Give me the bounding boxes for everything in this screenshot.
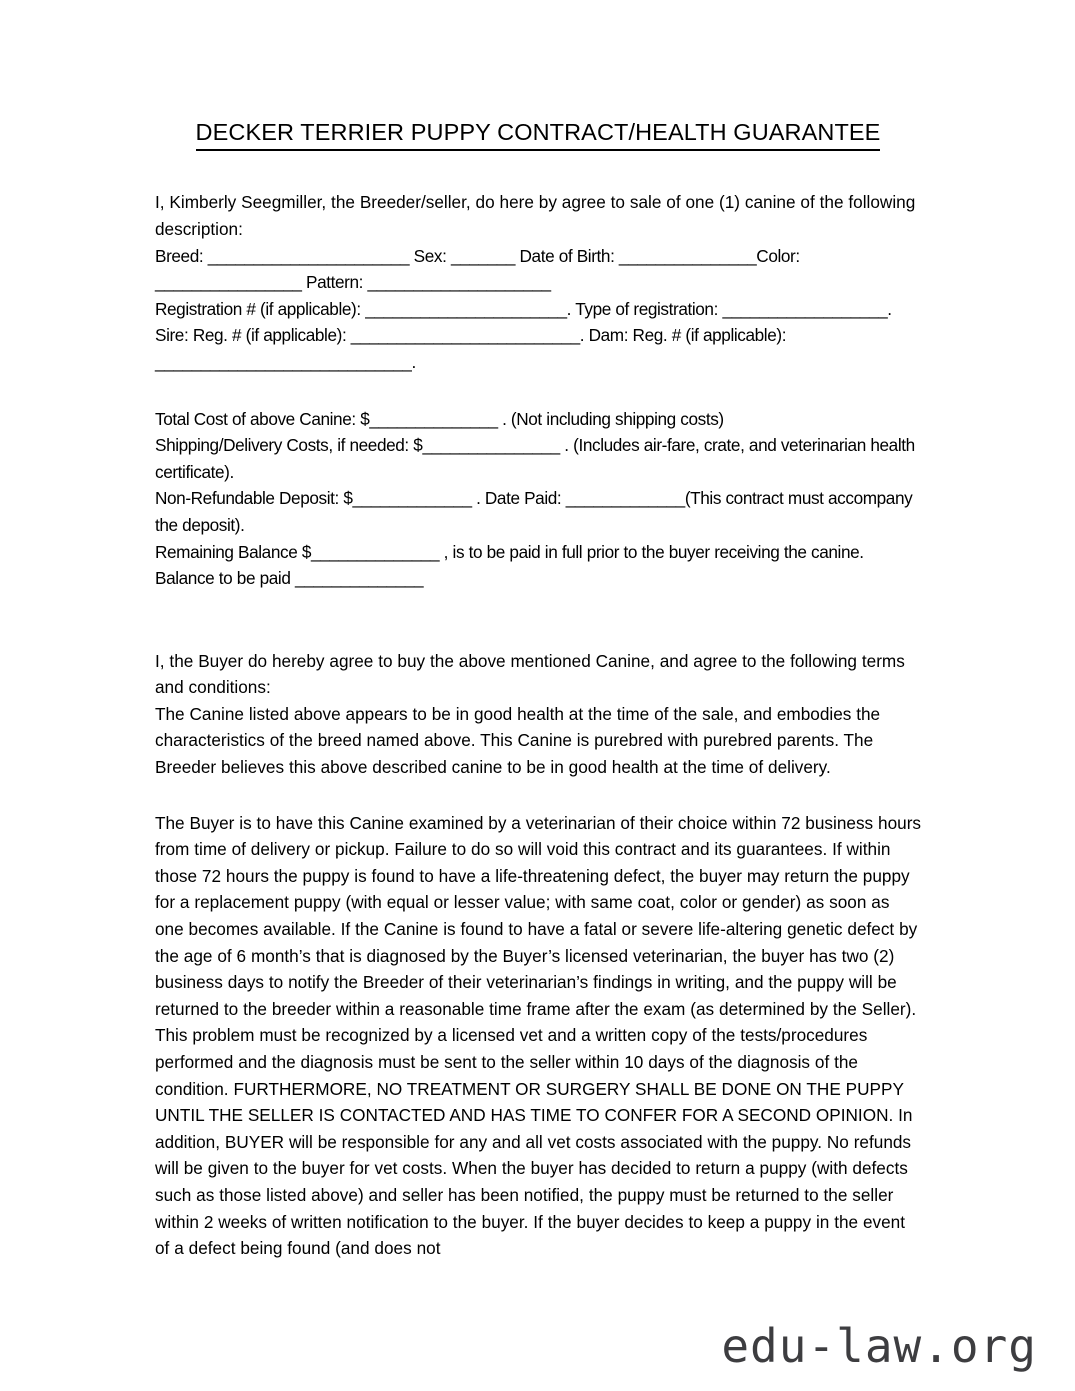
page-title-text: DECKER TERRIER PUPPY CONTRACT/HEALTH GUARANTEE bbox=[196, 118, 881, 151]
spacer-before-examination bbox=[155, 781, 921, 810]
remaining-balance-line: Remaining Balance $______________ , is to be paid in full prior to the buyer receiving the canine. bbox=[155, 541, 864, 562]
document-body bbox=[155, 118, 921, 1262]
shipping-cost-line: Shipping/Delivery Costs, if needed: $_______________ . (Includes air-fare, crate, and veterinarian health certificate). bbox=[155, 435, 915, 482]
intro-paragraph: I, Kimberly Seegmiller, the Breeder/seller, do here by agree to sale of one (1) canine of the following description: bbox=[155, 192, 916, 239]
watermark: edu-law.org bbox=[721, 1319, 1037, 1373]
sire-dam-line: Sire: Reg. # (if applicable): _________________________. Dam: Reg. # (if applicable): ____________________________. bbox=[155, 325, 787, 372]
total-cost-line: Total Cost of above Canine: $______________ . (Not including shipping costs) bbox=[155, 408, 724, 429]
registration-line: Registration # (if applicable): ______________________. Type of registration: __________________. bbox=[155, 298, 892, 319]
breed-line: Breed: ______________________ Sex: _______ Date of Birth: _______________Color: ________________ Pattern: ____________________ bbox=[155, 245, 800, 293]
spacer-before-terms-2 bbox=[155, 620, 921, 648]
spacer-after-title bbox=[155, 151, 921, 189]
balance-to-be-paid-line: Balance to be paid ______________ bbox=[155, 568, 424, 589]
health-statement-paragraph: The Canine listed above appears to be in good health at the time of the sale, and embodies the characteristics of the breed named above. This Canine is purebred with purebred parents. The Breeder believes this above described canine to be in good health at the time of delivery. bbox=[155, 703, 881, 778]
buyer-agreement-paragraph: I, the Buyer do hereby agree to buy the above mentioned Canine, and agree to the following terms and conditions: bbox=[155, 650, 905, 698]
spacer-before-terms bbox=[155, 592, 921, 620]
deposit-line: Non-Refundable Deposit: $_____________ . Date Paid: _____________(This contract must accompany the deposit). bbox=[155, 488, 913, 535]
spacer-before-costs bbox=[155, 376, 921, 406]
examination-clause-paragraph: The Buyer is to have this Canine examined by a veterinarian of their choice within 72 business hours from time of delivery or pickup. Failure to do so will void this contract and its guarantees. If within those 72 hours the puppy is found to have a life-threatening defect, the buyer may return the puppy for a replacement puppy (with equal or lesser value; with same coat, color or gender) as soon as one becomes available. If the Canine is found to have a fatal or severe life-altering genetic defect by the age of 6 month’s that is diagnosed by the Buyer’s licensed veterinarian, the buyer has two (2) business days to notify the Breeder of their veterinarian’s findings in writing, and the puppy will be returned to the breeder within a reasonable time frame after the exam (as determined by the Seller). This problem must be recognized by a licensed vet and a written copy of the tests/procedures performed and the diagnosis must be sent to the seller within 10 days of the diagnosis of the condition. FURTHERMORE, NO TREATMENT OR SURGERY SHALL BE DONE ON THE PUPPY UNTIL THE SELLER IS CONTACTED AND HAS TIME TO CONFER FOR A SECOND OPINION. In addition, BUYER will be responsible for any and all vet costs associated with the puppy. No refunds will be given to the buyer for vet costs. When the buyer has decided to return a puppy (with defects such as those listed above) and seller has been notified, the puppy must be returned to the seller within 2 weeks of written notification to the buyer. If the buyer decides to keep a puppy in the event of a defect being found (and does not bbox=[155, 812, 922, 1259]
page-title bbox=[155, 118, 921, 151]
